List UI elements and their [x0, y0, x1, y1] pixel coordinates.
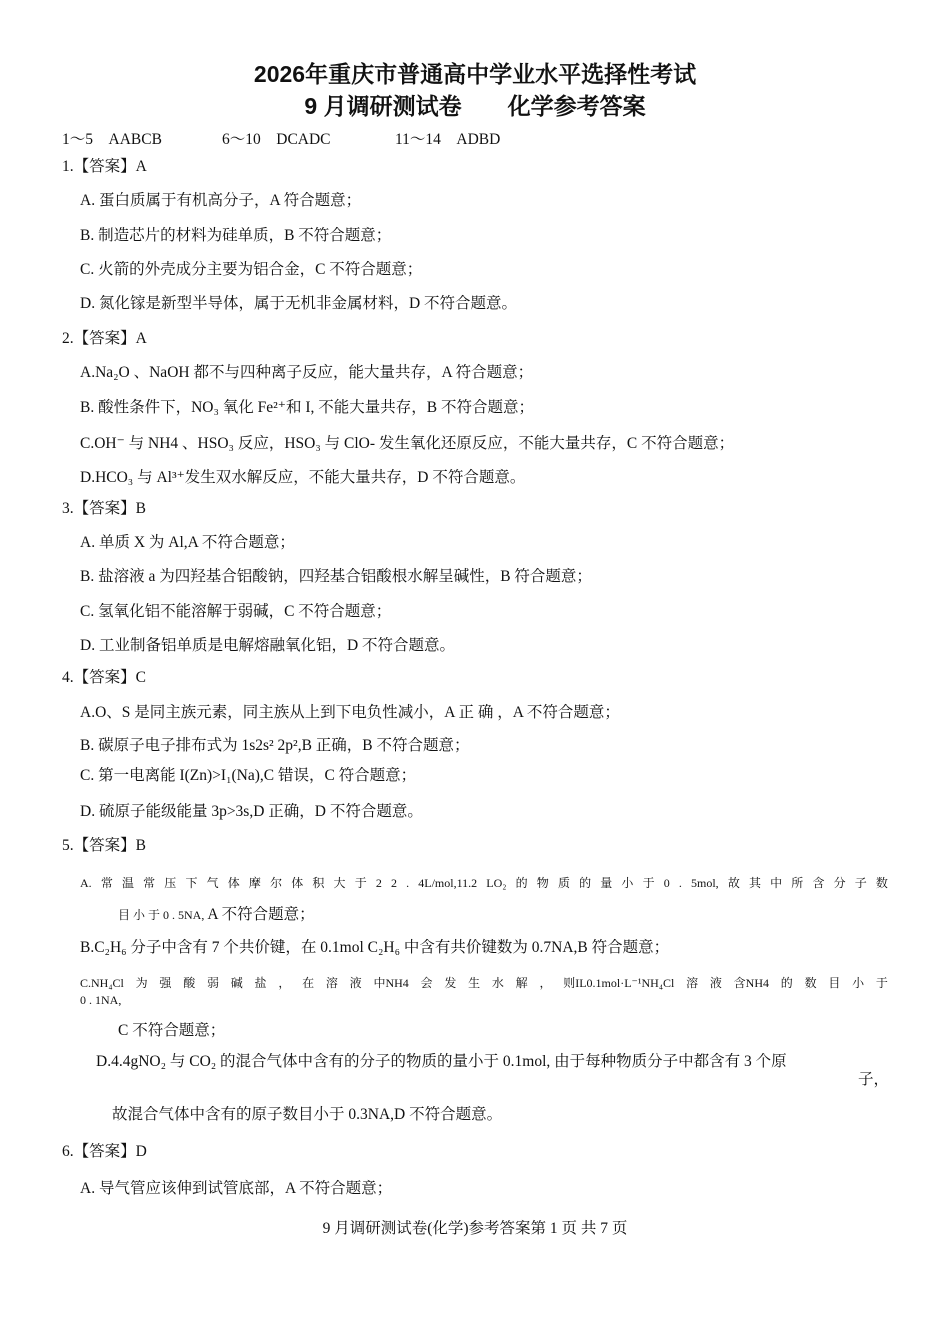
- q5-option-c-token: 发: [444, 976, 457, 990]
- q5-option-b: B.C₂H₆ 分子中含有 7 个共价键，在 0.1mol C₂H₆ 中含有共价键数为 0.7NA,B 符合题意；: [80, 939, 670, 956]
- q5-option-a-token: 中: [770, 876, 783, 890]
- q5-option-a-token: LO₂: [486, 876, 507, 890]
- q1-answer-heading: 1.【答案】A: [62, 158, 147, 175]
- q5-option-a-token: 温: [121, 876, 134, 890]
- q5-option-a-token: 5mol,: [691, 876, 719, 890]
- q3-option-d: D. 工业制备铝单质是电解熔融氧化铝，D 不符合题意。: [80, 637, 456, 654]
- q6-answer-heading: 6.【答案】D: [62, 1143, 147, 1160]
- q5-option-a-token: 大: [333, 876, 346, 890]
- q5-option-a-token: 量: [600, 876, 613, 890]
- q4-option-b: B. 碳原子电子排布式为 1s2s² 2p²,B 正确，B 不符合题意；: [80, 737, 470, 754]
- q3-option-a: A. 单质 X 为 Al,A 不符合题意；: [80, 534, 295, 551]
- q5-option-a-token: 摩: [248, 876, 261, 890]
- q5-option-c-token: 解: [515, 976, 528, 990]
- q1-option-a: A. 蛋白质属于有机高分子，A 符合题意；: [80, 192, 362, 209]
- q5-option-c-token: C.NH₄Cl: [80, 976, 124, 990]
- q5-option-a-token: .: [406, 876, 410, 890]
- q5-option-a-line2-small: 目 小 于 0 . 5NA,: [118, 908, 205, 922]
- page-footer: 9 月调研测试卷(化学)参考答案第 1 页 共 7 页: [322, 1220, 628, 1237]
- q5-option-a-token: 小: [621, 876, 634, 890]
- q5-option-a-token: 于: [642, 876, 655, 890]
- q5-option-a-token: 积: [312, 876, 325, 890]
- q5-option-a-token: 子: [854, 876, 867, 890]
- q5-option-a-line1: [80, 875, 888, 891]
- q6-option-a: A. 导气管应该伸到试管底部，A 不符合题意；: [80, 1180, 393, 1197]
- q5-option-a-token: 常: [143, 876, 156, 890]
- q5-option-a-token: 2: [390, 876, 397, 890]
- q3-option-c: C. 氢氧化铝不能溶解于弱碱，C 不符合题意；: [80, 603, 392, 620]
- q5-option-a-token: 物: [536, 876, 549, 890]
- q5-option-c-line1: [80, 975, 888, 991]
- q5-option-a-token: 于: [354, 876, 367, 890]
- q5-option-d-line2: 故混合气体中含有的原子数目小于 0.3NA,D 不符合题意。: [112, 1106, 503, 1123]
- q5-option-c-token: 碱: [230, 976, 243, 990]
- q5-option-a-token: 常: [100, 876, 113, 890]
- q5-option-d-line1: D.4.4gNO₂ 与 CO₂ 的混合气体中含有的分子的物质的量小于 0.1mol, 由于每种物质分子中都含有 3 个原: [96, 1053, 787, 1070]
- title-line-1: 2026年重庆市普通高中学业水平选择性考试: [253, 61, 697, 87]
- q5-option-a-token: 其: [748, 876, 761, 890]
- q5-option-a-token: 的: [515, 876, 528, 890]
- q5-option-c-token: 会: [420, 976, 433, 990]
- q2-option-c: C.OH⁻ 与 NH4 、HSO₃ 反应，HSO₃ 与 ClO- 发生氧化还原反应，不能大量共存，C 不符合题意；: [80, 435, 735, 452]
- q5-option-c-token: 在: [302, 976, 315, 990]
- q5-option-a-token: 体: [227, 876, 240, 890]
- q5-option-c-token: 液: [709, 976, 722, 990]
- q2-option-d: D.HCO₃ 与 Al³⁺发生双水解反应，不能大量共存，D 不符合题意。: [80, 469, 526, 486]
- q5-option-a-token: 所: [791, 876, 804, 890]
- q5-option-a-token: 气: [206, 876, 219, 890]
- q5-option-c-line2: 0 . 1NA,: [80, 993, 122, 1007]
- q5-option-c-token: 含NH4: [733, 976, 770, 990]
- q4-answer-heading: 4.【答案】C: [62, 669, 146, 686]
- q1-option-c: C. 火箭的外壳成分主要为铝合金，C 不符合题意；: [80, 261, 423, 278]
- title-line-2: 9 月调研测试卷 化学参考答案: [304, 93, 646, 119]
- q5-option-c-token: 中NH4: [373, 976, 409, 990]
- q5-option-a-token: 2: [375, 876, 382, 890]
- q2-option-a: A.Na₂O 、NaOH 都不与四种离子反应，能大量共存，A 符合题意；: [80, 364, 534, 381]
- q5-option-c-token: 盐: [254, 976, 267, 990]
- q5-option-c-token: 弱: [206, 976, 219, 990]
- q5-answer-heading: 5.【答案】B: [62, 837, 146, 854]
- q5-option-d-line1-wrap: 子，: [858, 1071, 890, 1088]
- q4-option-c: C. 第一电离能 I(Zn)>I₁(Na),C 错误，C 符合题意；: [80, 767, 417, 784]
- q5-option-c-token: 数: [804, 976, 817, 990]
- q5-option-a-token: 故: [727, 876, 740, 890]
- q5-option-a-token: 下: [185, 876, 198, 890]
- q5-option-c-line3: C 不符合题意；: [118, 1022, 226, 1039]
- q5-option-c-token: 溶: [686, 976, 699, 990]
- q5-option-c-token: 为: [135, 976, 148, 990]
- summary-group-3: 11～14 ADBD: [395, 131, 501, 148]
- q1-option-d: D. 氮化镓是新型半导体，属于无机非金属材料，D 不符合题意。: [80, 295, 518, 312]
- q4-option-a: A.O、S 是同主族元素，同主族从上到下电负性减小，A 正 确 ，A 不符合题意；: [80, 704, 620, 721]
- q4-option-d: D. 硫原子能级能量 3p>3s,D 正确，D 不符合题意。: [80, 803, 423, 820]
- q5-option-c-token: 溶: [325, 976, 338, 990]
- q5-option-a-token: 含: [812, 876, 825, 890]
- q5-option-c-token: 小: [852, 976, 865, 990]
- q2-option-b: B. 酸性条件下，NO₃ 氧化 Fe²⁺和 I, 不能大量共存，B 不符合题意；: [80, 399, 534, 416]
- q5-option-c-token: 目: [828, 976, 841, 990]
- q5-option-a-token: 尔: [270, 876, 283, 890]
- q5-option-a-token: 0: [663, 876, 670, 890]
- summary-group-1: 1～5 AABCB: [62, 131, 162, 148]
- q5-option-a-line2-rest: A 不符合题意；: [204, 906, 315, 923]
- q3-answer-heading: 3.【答案】B: [62, 500, 146, 517]
- q5-option-c-token: ，: [278, 976, 291, 990]
- q1-option-b: B. 制造芯片的材料为硅单质，B 不符合题意；: [80, 227, 392, 244]
- q5-option-c-token: 酸: [183, 976, 196, 990]
- q5-option-a-token: 分: [833, 876, 846, 890]
- q5-option-a-token: 体: [291, 876, 304, 890]
- q5-option-a-line2: [118, 905, 315, 925]
- q5-option-c-token: 水: [491, 976, 504, 990]
- q5-option-c-token: ，: [539, 976, 552, 990]
- q5-option-a-token: .: [678, 876, 682, 890]
- q5-option-a-token: 压: [164, 876, 177, 890]
- q5-option-a-token: 的: [579, 876, 592, 890]
- summary-group-2: 6～10 DCADC: [222, 131, 331, 148]
- q5-option-a-token: 质: [557, 876, 570, 890]
- q5-option-a-token: 数: [875, 876, 888, 890]
- q3-option-b: B. 盐溶液 a 为四羟基合铝酸钠，四羟基合铝酸根水解呈碱性，B 符合题意；: [80, 568, 592, 585]
- q5-option-c-token: 的: [780, 976, 793, 990]
- q5-option-c-token: 则IL0.1mol·L⁻¹NH₄Cl: [563, 976, 675, 990]
- q2-answer-heading: 2.【答案】A: [62, 330, 147, 347]
- q5-option-a-token: 4L/mol,11.2: [418, 876, 478, 890]
- q5-option-c-token: 强: [159, 976, 172, 990]
- q5-option-c-token: 于: [875, 976, 888, 990]
- q5-option-c-token: 生: [468, 976, 481, 990]
- q5-option-a-token: A.: [80, 876, 92, 890]
- q5-option-c-token: 液: [349, 976, 362, 990]
